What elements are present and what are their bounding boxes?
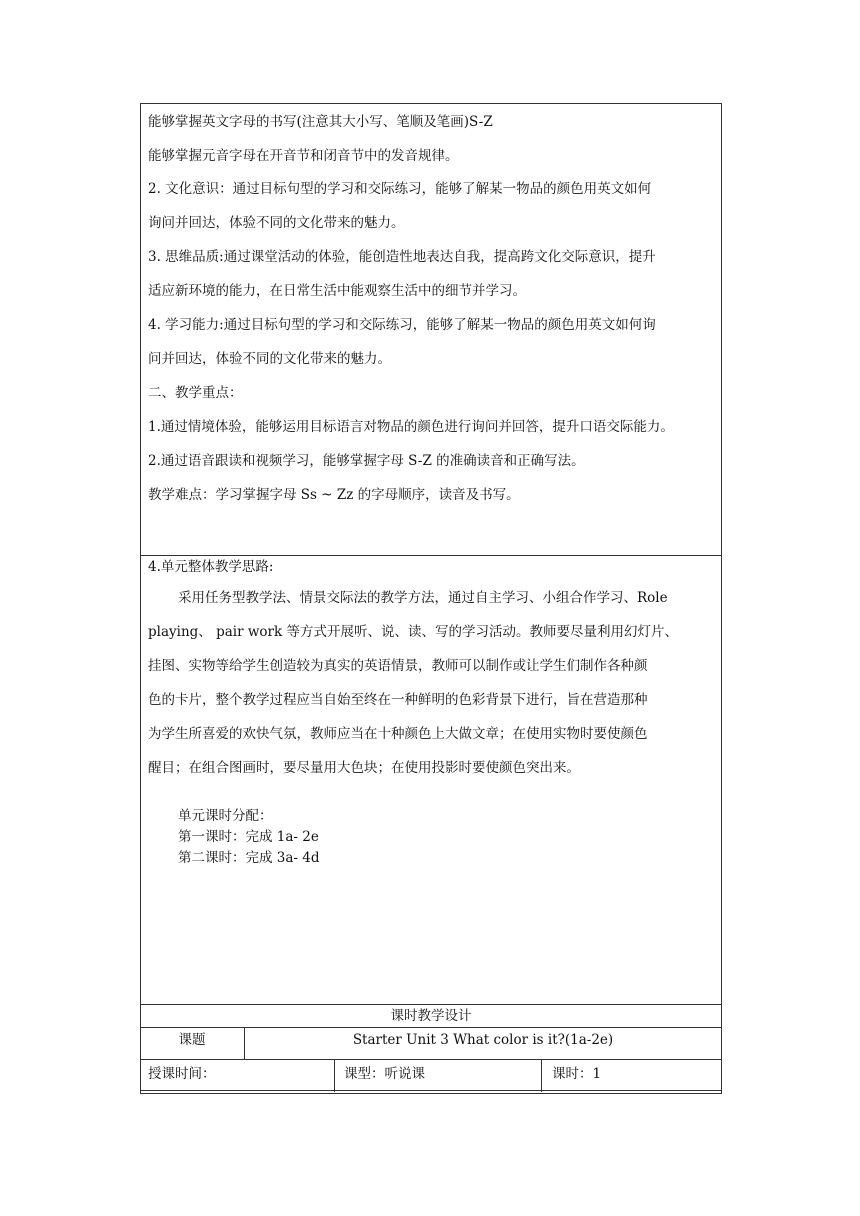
objective-line: 问并回达，体验不同的文化带来的魅力。 <box>148 351 391 367</box>
section-divider <box>140 555 722 556</box>
table-bottom-border <box>140 1090 722 1091</box>
period-label: 课时：1 <box>552 1066 602 1082</box>
objective-line: 能够掌握英文字母的书写(注意其大小写、笔顺及笔画)S-Z <box>148 114 493 130</box>
allocation-line: 第一课时：完成 1a- 2e <box>178 829 319 845</box>
objective-line: 3. 思维品质:通过课堂活动的体验，能创造性地表达自我，提高跨文化交际意识，提升 <box>148 249 656 265</box>
table-row-divider <box>140 1004 722 1005</box>
table-row-divider <box>140 1027 722 1028</box>
lesson-table-title: 课时教学设计 <box>390 1008 472 1024</box>
approach-heading: 4.单元整体教学思路: <box>148 559 274 575</box>
objective-line: 能够掌握元音字母在开音节和闭音节中的发音规律。 <box>148 148 459 164</box>
allocation-line: 第二课时：完成 3a- 4d <box>178 850 320 866</box>
objective-line: 教学难点：学习掌握字母 Ss ~ Zz 的字母顺序，读音及书写。 <box>148 487 520 503</box>
topic-label: 课题 <box>178 1032 206 1048</box>
table-top-border <box>140 103 722 104</box>
approach-line: 醒目；在组合图画时，要尽量用大色块；在使用投影时要使颜色突出来。 <box>148 760 580 776</box>
time-label: 授课时间： <box>148 1066 216 1082</box>
allocation-title: 单元课时分配： <box>178 808 273 824</box>
approach-line: playing、 pair work 等方式开展听、说、读、写的学习活动。教师要尽量利用幻灯片、 <box>148 624 678 640</box>
type-label: 课型：听说课 <box>344 1066 425 1082</box>
objective-line: 4. 学习能力:通过目标句型的学习和交际练习，能够了解某一物品的颜色用英文如何询 <box>148 317 656 333</box>
approach-line: 色的卡片，整个教学过程应当自始至终在一种鲜明的色彩背景下进行，旨在营造那种 <box>148 692 648 708</box>
approach-line: 挂图、实物等给学生创造较为真实的英语情景，教师可以制作或让学生们制作各种颜 <box>148 658 648 674</box>
table-row-divider <box>140 1059 722 1060</box>
objective-line: 2. 文化意识：通过目标句型的学习和交际练习，能够了解某一物品的颜色用英文如何 <box>148 181 652 197</box>
objective-line: 1.通过情境体验，能够运用目标语言对物品的颜色进行询问并回答，提升口语交际能力。 <box>148 419 674 435</box>
approach-line: 为学生所喜爱的欢快气氛，教师应当在十种颜色上大做文章；在使用实物时要使颜色 <box>148 726 648 742</box>
approach-line: 采用任务型教学法、情景交际法的教学方法，通过自主学习、小组合作学习、Role <box>178 590 668 606</box>
table-col-divider <box>334 1059 335 1092</box>
objective-line: 适应新环境的能力，在日常生活中能观察生活中的细节并学习。 <box>148 283 526 299</box>
objective-line: 二、教学重点： <box>148 385 243 401</box>
objective-line: 2.通过语音跟读和视频学习，能够掌握字母 S-Z 的准确读音和正确写法。 <box>148 453 585 469</box>
table-left-border <box>140 103 141 1093</box>
table-bottom-border-double <box>140 1093 722 1094</box>
topic-value: Starter Unit 3 What color is it?(1a-2e) <box>352 1032 614 1048</box>
table-right-border <box>721 103 722 1093</box>
objective-line: 询问并回达，体验不同的文化带来的魅力。 <box>148 215 405 231</box>
table-col-divider <box>541 1059 542 1092</box>
